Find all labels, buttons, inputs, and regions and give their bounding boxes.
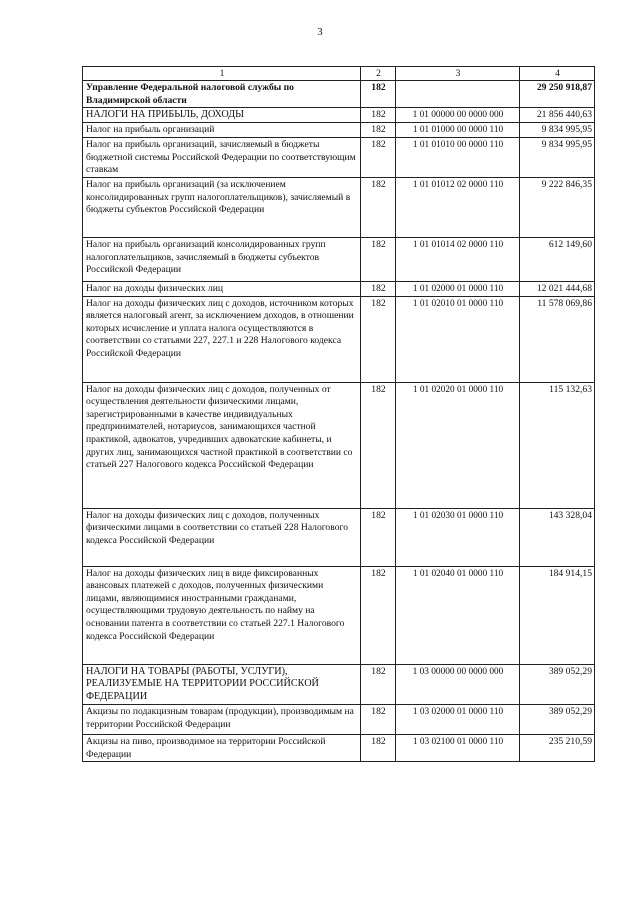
row-budget-code-cell — [396, 81, 520, 108]
row-budget-code-cell: 1 01 02030 01 0000 110 — [396, 508, 520, 566]
table-header-row — [83, 67, 595, 81]
row-amount-cell: 184 914,15 — [520, 566, 595, 664]
table-row — [83, 382, 595, 508]
row-amount-cell: 389 052,29 — [520, 664, 595, 704]
row-name-cell: НАЛОГИ НА ТОВАРЫ (РАБОТЫ, УСЛУГИ), РЕАЛИЗУЕМЫЕ НА ТЕРРИТОРИИ РОССИЙСКОЙ ФЕДЕРАЦИИ — [83, 664, 361, 704]
table-row — [83, 237, 595, 281]
row-name-cell: Налог на доходы физических лиц — [83, 281, 361, 296]
table-row — [83, 122, 595, 137]
table-row — [83, 81, 595, 108]
row-amount-cell: 9 834 995,95 — [520, 137, 595, 177]
row-name-cell: НАЛОГИ НА ПРИБЫЛЬ, ДОХОДЫ — [83, 108, 361, 123]
table-row — [83, 508, 595, 566]
row-name-cell: Налог на доходы физических лиц в виде фиксированных авансовых платежей с доходов, полученных физическими лицами, являющимися иностранными гражданами, осуществляющими трудовую деятельность по найму на основании патента в соответствии со статьей 227.1 Налогового кодекса Российской Федерации — [83, 566, 361, 664]
row-budget-code-cell: 1 01 01000 00 0000 110 — [396, 122, 520, 137]
row-admin-code-cell: 182 — [361, 81, 396, 108]
row-budget-code-cell: 1 03 02100 01 0000 110 — [396, 734, 520, 761]
row-amount-cell: 235 210,59 — [520, 734, 595, 761]
row-name-cell: Налог на доходы физических лиц с доходов, полученных физическими лицами в соответствии со статьей 228 Налогового кодекса Российской Федерации — [83, 508, 361, 566]
table-row — [83, 177, 595, 237]
row-admin-code-cell: 182 — [361, 508, 396, 566]
row-amount-cell: 115 132,63 — [520, 382, 595, 508]
row-amount-cell: 11 578 069,86 — [520, 296, 595, 382]
header-col-4: 4 — [520, 67, 595, 81]
row-admin-code-cell: 182 — [361, 734, 396, 761]
row-budget-code-cell: 1 01 01014 02 0000 110 — [396, 237, 520, 281]
table-row — [83, 734, 595, 761]
revenue-table-body — [83, 67, 595, 762]
row-admin-code-cell: 182 — [361, 566, 396, 664]
row-admin-code-cell: 182 — [361, 177, 396, 237]
row-amount-cell: 143 328,04 — [520, 508, 595, 566]
row-name-cell: Налог на доходы физических лиц с доходов, полученных от осуществления деятельности физическими лицами, зарегистрированными в качестве индивидуальных предпринимателей, нотариусов, занимающихся частной практикой, адвокатов, учредивших адвокатские кабинеты, и других лиц, занимающихся частной практикой в соответствии со статьей 227 Налогового кодекса Российской Федерации — [83, 382, 361, 508]
page-number: 3 — [317, 27, 323, 38]
row-budget-code-cell: 1 01 02000 01 0000 110 — [396, 281, 520, 296]
table-row — [83, 281, 595, 296]
row-name-cell: Налог на прибыль организаций консолидированных групп налогоплательщиков, зачисляемый в бюджеты субъектов Российской Федерации — [83, 237, 361, 281]
table-row — [83, 704, 595, 734]
table-row — [83, 664, 595, 704]
row-budget-code-cell: 1 01 00000 00 0000 000 — [396, 108, 520, 123]
table-row — [83, 566, 595, 664]
row-budget-code-cell: 1 01 01012 02 0000 110 — [396, 177, 520, 237]
row-name-cell: Управление Федеральной налоговой службы по Владимирской области — [83, 81, 361, 108]
header-col-2: 2 — [361, 67, 396, 81]
row-amount-cell: 9 222 846,35 — [520, 177, 595, 237]
header-col-3: 3 — [396, 67, 520, 81]
row-name-cell: Акцизы по подакцизным товарам (продукции), производимым на территории Российской Федерации — [83, 704, 361, 734]
revenue-table — [82, 66, 595, 762]
row-admin-code-cell: 182 — [361, 281, 396, 296]
row-amount-cell: 389 052,29 — [520, 704, 595, 734]
row-admin-code-cell: 182 — [361, 122, 396, 137]
table-row — [83, 137, 595, 177]
row-amount-cell: 21 856 440,63 — [520, 108, 595, 123]
row-admin-code-cell: 182 — [361, 108, 396, 123]
row-name-cell: Налог на прибыль организаций — [83, 122, 361, 137]
row-admin-code-cell: 182 — [361, 382, 396, 508]
row-amount-cell: 612 149,60 — [520, 237, 595, 281]
table-row — [83, 296, 595, 382]
row-amount-cell: 12 021 444,68 — [520, 281, 595, 296]
row-budget-code-cell: 1 01 02010 01 0000 110 — [396, 296, 520, 382]
row-name-cell: Налог на прибыль организаций, зачисляемый в бюджеты бюджетной системы Российской Федерации по соответствующим ставкам — [83, 137, 361, 177]
row-amount-cell: 29 250 918,87 — [520, 81, 595, 108]
row-admin-code-cell: 182 — [361, 704, 396, 734]
row-admin-code-cell: 182 — [361, 664, 396, 704]
row-admin-code-cell: 182 — [361, 237, 396, 281]
row-budget-code-cell: 1 01 01010 00 0000 110 — [396, 137, 520, 177]
row-budget-code-cell: 1 03 00000 00 0000 000 — [396, 664, 520, 704]
row-name-cell: Акцизы на пиво, производимое на территории Российской Федерации — [83, 734, 361, 761]
table-row — [83, 108, 595, 123]
header-col-1: 1 — [83, 67, 361, 81]
row-admin-code-cell: 182 — [361, 137, 396, 177]
row-budget-code-cell: 1 03 02000 01 0000 110 — [396, 704, 520, 734]
row-admin-code-cell: 182 — [361, 296, 396, 382]
row-amount-cell: 9 834 995,95 — [520, 122, 595, 137]
row-budget-code-cell: 1 01 02040 01 0000 110 — [396, 566, 520, 664]
row-name-cell: Налог на прибыль организаций (за исключением консолидированных групп налогоплательщиков), зачисляемый в бюджеты субъектов Российской Федерации — [83, 177, 361, 237]
row-name-cell: Налог на доходы физических лиц с доходов, источником которых является налоговый агент, за исключением доходов, в отношении которых исчисление и уплата налога осуществляются в соответствии со статьями 227, 227.1 и 228 Налогового кодекса Российской Федерации — [83, 296, 361, 382]
row-budget-code-cell: 1 01 02020 01 0000 110 — [396, 382, 520, 508]
